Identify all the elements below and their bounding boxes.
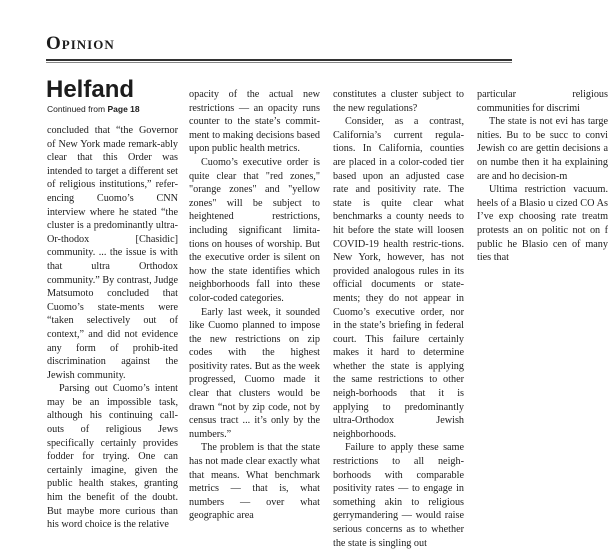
paragraph: Early last week, it sounded like Cuomo planned to impose the new restrictions on zip codes with the highest positivity rates. But as the week progressed, Cuomo made it clear that clusters would be drawn “not by zip code, not by census tract ... it’s only by the numbers.” [189, 306, 320, 440]
article-column-1 [47, 124, 178, 532]
paragraph: opacity of the actual new restrictions — an opacity runs counter to the state’s commit-ment to making decisions based upon public health metrics. [189, 89, 320, 155]
paragraph: Failure to apply these same restrictions to all neigh-borhoods with comparable positivity rates — to engage in something akin to religious gerrymandering — would raise serious concerns as to whether the state is singling out [333, 442, 464, 549]
headline: Helfand [46, 76, 135, 103]
paragraph: constitutes a cluster subject to the new regulations? [333, 89, 464, 114]
paragraph: Ultima restriction vacuum. heels of a Blasio u cized CO As I’ve exp choosing rate treatm protests an on politic not on f public he Blasio cen of many ties that [477, 184, 608, 264]
continued-page: Page 18 [107, 104, 140, 114]
article-column-3 [333, 88, 464, 550]
continued-prefix: Continued from [47, 104, 108, 114]
paragraph: Parsing out Cuomo’s intent may be an impossible task, although his continuing call-outs of religious Jews specifically certainly provides fodder for trying. One can certainly imagine, given the public health stakes, granting him the benefit of the doubt. But maybe more curious than his word choice is the relative [47, 383, 178, 531]
article-column-2 [189, 88, 320, 523]
paragraph: The state is not evi has targe nities. Bu to be succ to convi Jewish co are gettin decisions a on numbe then it ha explaining are and ho decision-m [477, 116, 608, 182]
section-title: Opinion [46, 33, 115, 54]
paragraph: Cuomo’s executive order is quite clear that "red zones," "orange zones" and "yellow zones" will be subject to heightened restrictions, including significant limita-tions on houses of worship. But the executive order is silent on how the state identifies which neighborhoods fall into these color-coded categories. [189, 156, 320, 304]
paragraph: particular religious communities for discrimi [477, 89, 608, 114]
paragraph: Consider, as a contrast, California’s current regula-tions. In California, counties are placed in a color-coded tier based upon an adjusted case rate and positivity rate. The state is quite clear what benchmarks a county needs to hit before the state will loosen COVID-19 health restric-tions. New York, however, has not provided analogous rules in its official documents or state-ments; they do not appear in Cuomo’s executive order, nor in the state’s briefing in federal court. This failure certainly makes it hard to determine whether the state is applying the same restrictions to other neigh-borhoods that it is applying to predominantly ultra-Orthodox Jewish neighborhoods. [333, 116, 464, 440]
paragraph: concluded that “the Governor of New York made remark-ably clear that this Order was intended to target a different set of religious institutions,” refer-encing Cuomo’s CNN interview where he stated “the cluster is a predominantly ultra-Or-thodox [Chasidic] community. ... the issue is with that ultra Orthodox community.” By contrast, Judge Matsumoto concluded that Cuomo’s state-ments were “taken selectively out of context,” and did not evidence any form of prohib-ited discrimination against the Jewish community. [47, 125, 178, 381]
section-rule [46, 59, 512, 61]
article-column-4 [477, 88, 608, 265]
paragraph: The problem is that the state has not made clear exactly what that means. What benchmark metrics — that is, what numbers — over what geographic area [189, 442, 320, 522]
continued-line [47, 104, 140, 114]
section-rule-thin [46, 62, 512, 63]
